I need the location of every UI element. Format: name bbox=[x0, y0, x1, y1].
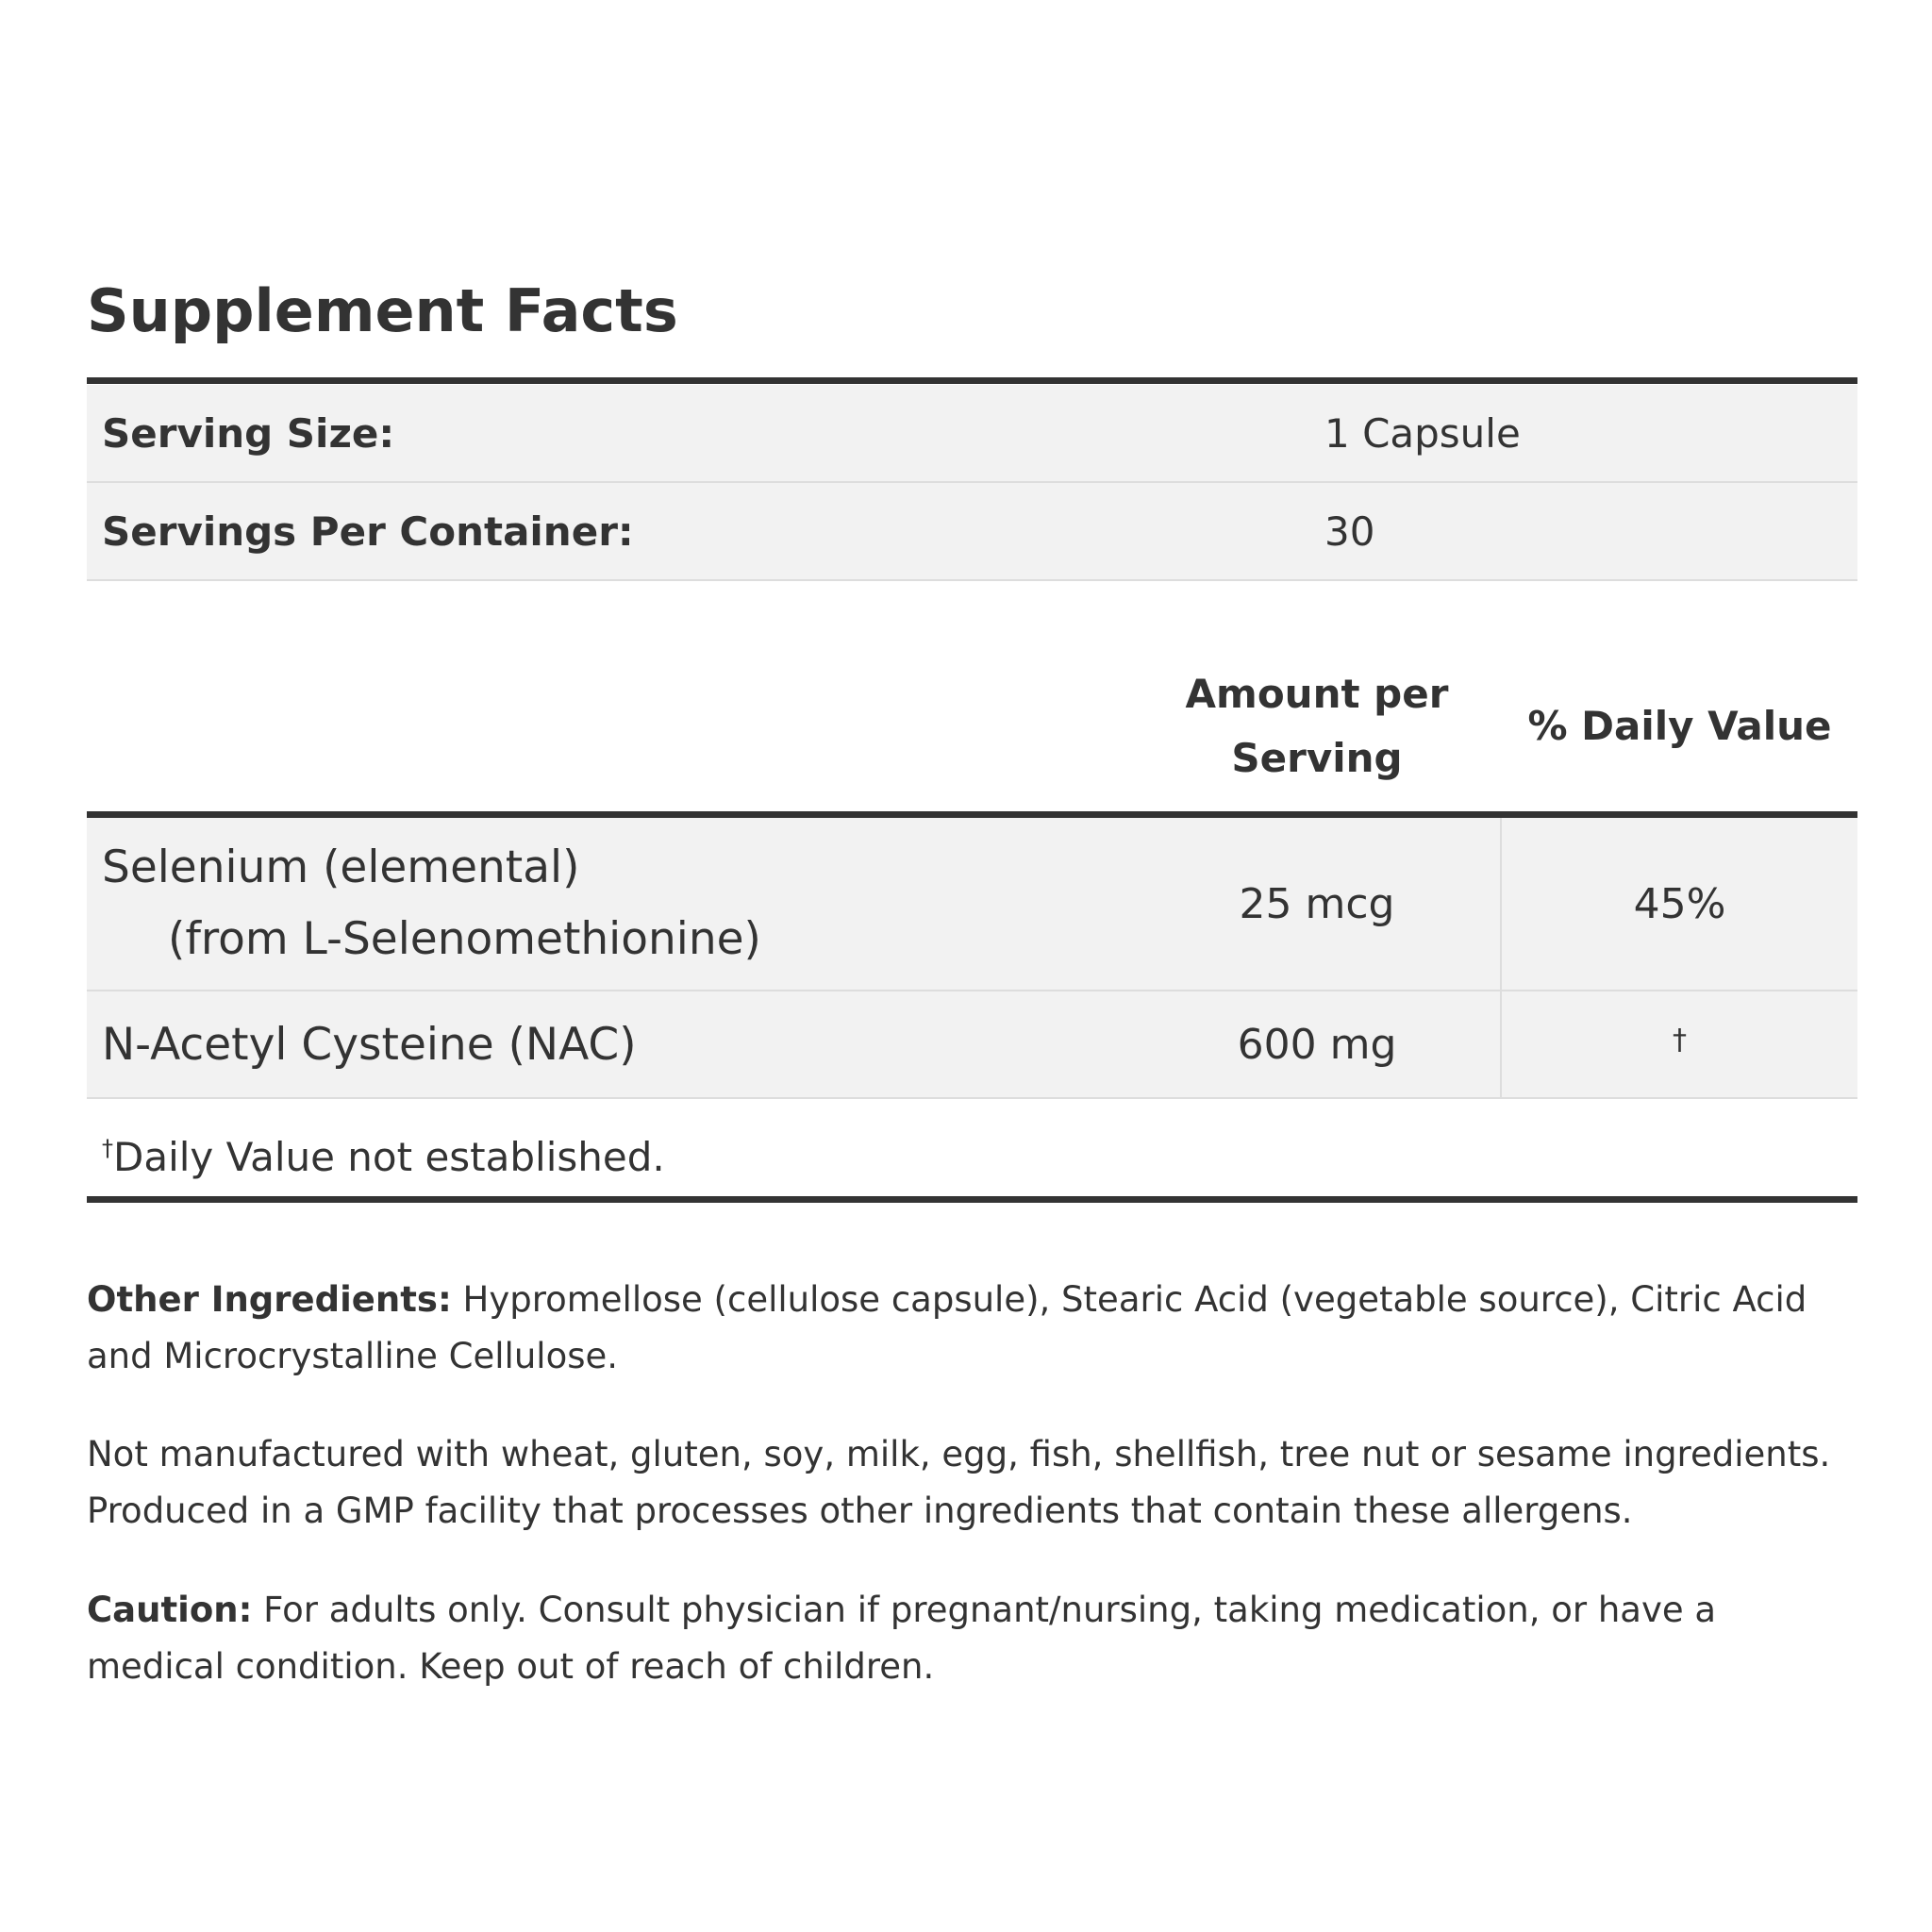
servings-per-container-row bbox=[87, 483, 1857, 581]
ingredient-source: (from L-Selenomethionine) bbox=[168, 913, 761, 965]
other-ingredients-text: Hypromellose (cellulose capsule), Stearic Acid (vegetable source), Citric Acid and Microcrystalline Cellulose. bbox=[87, 1279, 1807, 1376]
serving-size-row bbox=[87, 385, 1857, 483]
amount-per-serving-header bbox=[1170, 662, 1464, 791]
serving-size-label: Serving Size: bbox=[102, 410, 395, 457]
other-ingredients-label: Other Ingredients: bbox=[87, 1279, 452, 1320]
bottom-rule bbox=[87, 1196, 1857, 1203]
servings-per-container-label: Servings Per Container: bbox=[102, 508, 634, 555]
caution-text: For adults only. Consult physician if pregnant/nursing, taking medication, or have a medical condition. Keep out of reach of children. bbox=[87, 1590, 1717, 1687]
page-title: Supplement Facts bbox=[87, 276, 678, 345]
top-rule bbox=[87, 377, 1857, 384]
ingredient-name: N-Acetyl Cysteine (NAC) bbox=[102, 1019, 637, 1071]
table-row bbox=[87, 818, 1857, 991]
daily-value-header: % Daily Value bbox=[1527, 703, 1832, 749]
caution-label: Caution: bbox=[87, 1590, 253, 1630]
ingredients-table bbox=[87, 818, 1857, 1099]
ingredient-amount: 25 mcg bbox=[1239, 880, 1395, 928]
daily-value-footnote bbox=[102, 1106, 665, 1200]
allergen-statement: Not manufactured with wheat, gluten, soy, milk, egg, fish, shellfish, tree nut or sesame ingredients. Produced in a GMP facility that processes other ingredients that contain these allergens. bbox=[87, 1434, 1831, 1531]
footnote-text: Daily Value not established. bbox=[113, 1134, 665, 1180]
ingredient-amount: 600 mg bbox=[1237, 1021, 1397, 1069]
ingredient-daily-value: † bbox=[1500, 991, 1857, 1097]
other-ingredients bbox=[87, 1272, 1857, 1385]
serving-info-table bbox=[87, 385, 1857, 581]
ingredient-daily-value: 45% bbox=[1500, 818, 1857, 990]
serving-size-value: 1 Capsule bbox=[1324, 410, 1521, 457]
ingredient-name: Selenium (elemental) bbox=[102, 841, 580, 893]
amount-header-line1: Amount per bbox=[1185, 671, 1449, 717]
footnote-symbol: † bbox=[102, 1135, 113, 1161]
amount-header-line2: Serving bbox=[1231, 735, 1403, 781]
caution-statement bbox=[87, 1582, 1857, 1695]
servings-per-container-value: 30 bbox=[1324, 508, 1375, 555]
table-row bbox=[87, 991, 1857, 1099]
ingredients-top-rule bbox=[87, 811, 1857, 818]
